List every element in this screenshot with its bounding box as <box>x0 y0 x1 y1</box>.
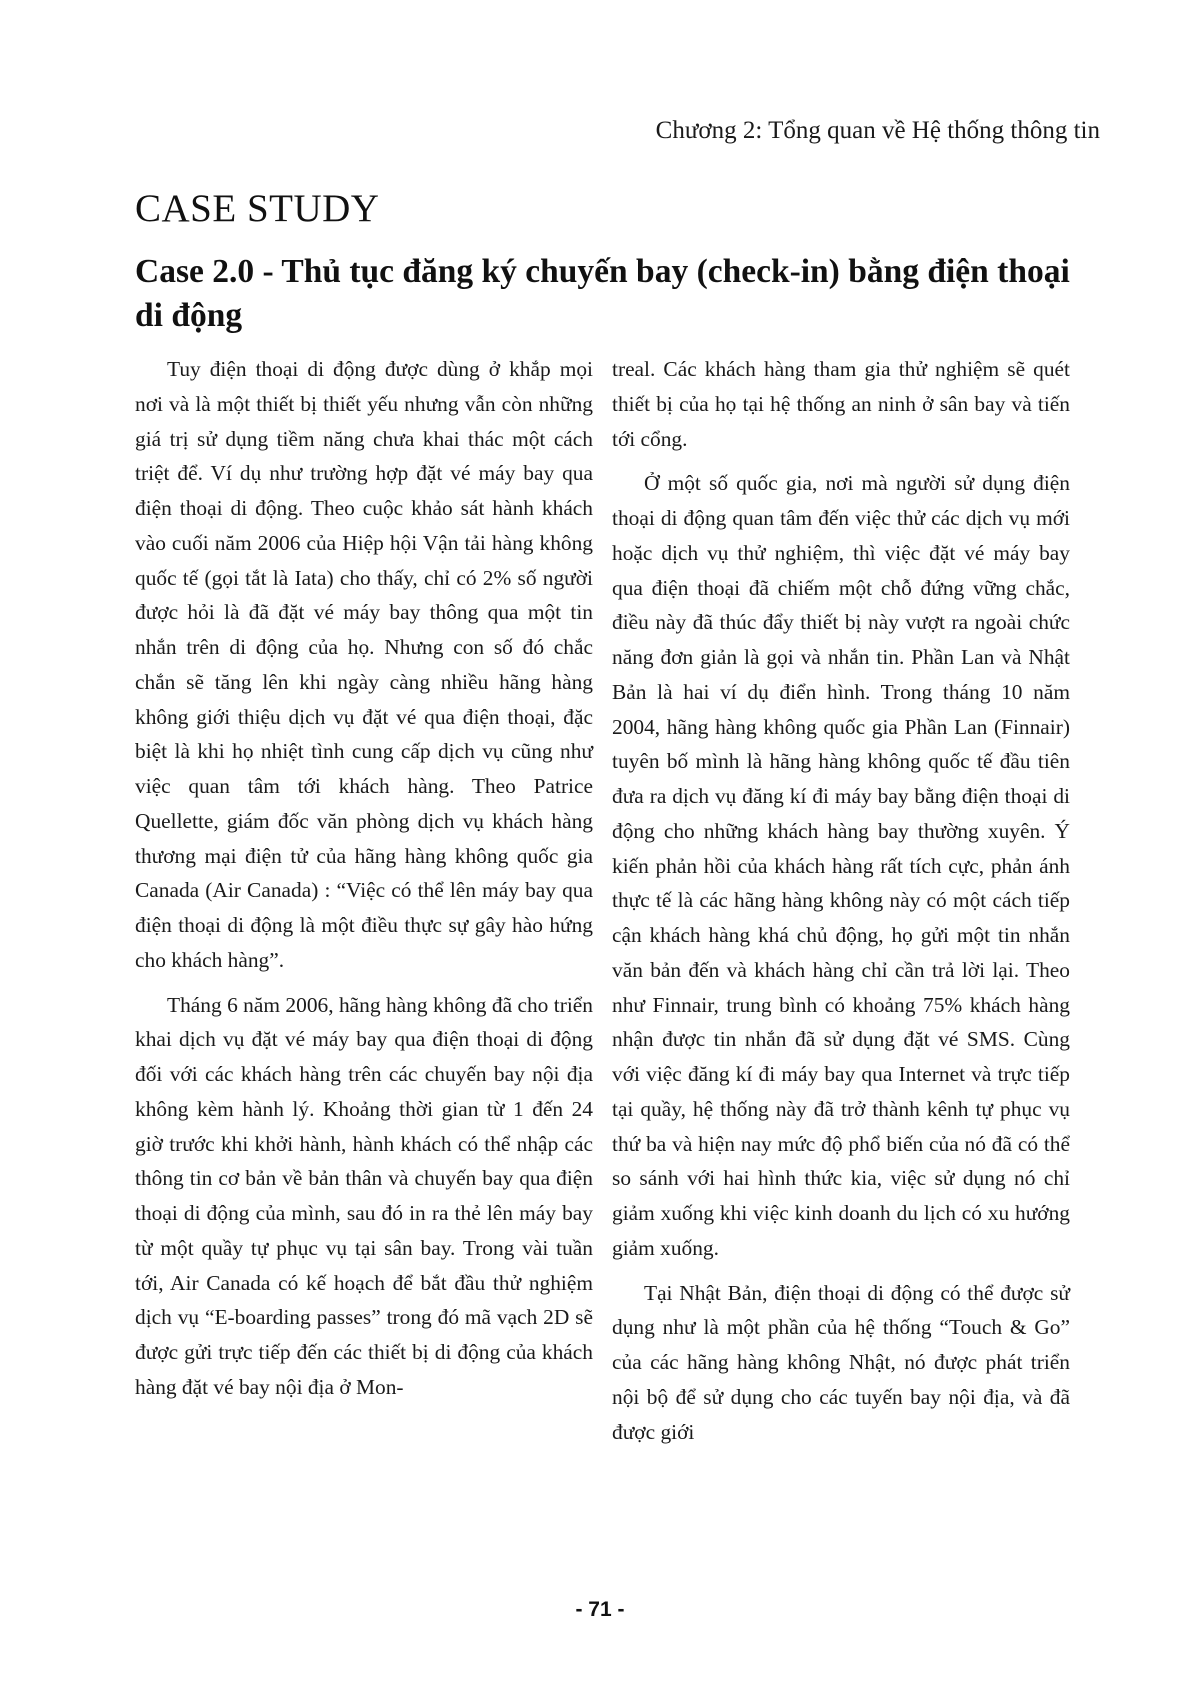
section-title: CASE STUDY <box>135 187 380 230</box>
right-column <box>612 352 1070 1459</box>
left-column <box>135 352 593 1415</box>
right-paragraph-3: Tại Nhật Bản, điện thoại di động có thể được sử dụng như là một phần của hệ thống “Touch & Go” của các hãng hàng không Nhật, nó được phát triển nội bộ để sử dụng cho các tuyến bay nội địa, và đã được giới <box>612 1280 1070 1444</box>
case-title: Case 2.0 - Thủ tục đăng ký chuyến bay (check-in) bằng điện thoại di động <box>135 253 1070 334</box>
running-header-chapter: Chương 2: Tổng quan về Hệ thống thông tin <box>655 117 1100 144</box>
left-paragraph-1: Tuy điện thoại di động được dùng ở khắp mọi nơi và là một thiết bị thiết yếu nhưng vẫn còn những giá trị sử dụng tiềm năng chưa khai thác một cách triệt để. Ví dụ như trường hợp đặt vé máy bay qua điện thoại di động. Theo cuộc khảo sát hành khách vào cuối năm 2006 của Hiệp hội Vận tải hàng không quốc tế (gọi tắt là Iata) cho thấy, chỉ có 2% số người được hỏi là đã đặt vé máy bay thông qua một tin nhắn trên di động của họ. Nhưng con số đó chắc chắn sẽ tăng lên khi ngày càng nhiều hãng hàng không giới thiệu dịch vụ đặt vé qua điện thoại, đặc biệt là khi họ nhiệt tình cung cấp dịch vụ cũng như việc quan tâm tới khách hàng. Theo Patrice Quellette, giám đốc văn phòng dịch vụ khách hàng thương mại điện tử của hãng hàng không quốc gia Canada (Air Canada) : “Việc có thể lên máy bay qua điện thoại di động là một điều thực sự gây hào hứng cho khách hàng”. <box>135 357 593 972</box>
right-paragraph-continued: treal. Các khách hàng tham gia thử nghiệm sẽ quét thiết bị của họ tại hệ thống an ninh ở sân bay và tiến tới cổng. <box>612 357 1070 451</box>
page-number: - 71 - <box>575 1598 625 1621</box>
right-paragraph-2: Ở một số quốc gia, nơi mà người sử dụng điện thoại di động quan tâm đến việc thử các dịch vụ mới hoặc dịch vụ thử nghiệm, thì việc đặt vé máy bay qua điện thoại đã chiếm một chỗ đứng vững chắc, điều này đã thúc đẩy thiết bị này vượt ra ngoài chức năng đơn giản là gọi và nhắn tin. Phần Lan và Nhật Bản là hai ví dụ điển hình. Trong tháng 10 năm 2004, hãng hàng không quốc gia Phần Lan (Finnair) tuyên bố mình là hãng hàng không quốc tế đầu tiên đưa ra dịch vụ đăng kí đi máy bay bằng điện thoại di động cho những khách hàng bay thường xuyên. Ý kiến phản hồi của khách hàng rất tích cực, phản ánh thực tế là các hãng hàng không này có một cách tiếp cận khách hàng khá chủ động, họ gửi một tin nhắn văn bản đến và khách hàng chỉ cần trả lời lại. Theo như Finnair, trung bình có khoảng 75% khách hàng nhận được tin nhắn đã sử dụng đặt vé SMS. Cùng với việc đăng kí đi máy bay qua Internet và trực tiếp tại quầy, hệ thống này đã trở thành kênh tự phục vụ thứ ba và hiện nay mức độ phổ biến của nó đã có thể so sánh với hai hình thức kia, việc sử dụng nó chỉ giảm xuống khi việc kinh doanh du lịch có xu hướng giảm xuống. <box>612 471 1070 1260</box>
left-paragraph-2: Tháng 6 năm 2006, hãng hàng không đã cho triển khai dịch vụ đặt vé máy bay qua điện thoại di động đối với các khách hàng trên các chuyến bay nội địa không kèm hành lý. Khoảng thời gian từ 1 đến 24 giờ trước khi khởi hành, hành khách có thể nhập các thông tin cơ bản về bản thân và chuyến bay qua điện thoại di động của mình, sau đó in ra thẻ lên máy bay từ một quầy tự phục vụ tại sân bay. Trong vài tuần tới, Air Canada có kế hoạch để bắt đầu thử nghiệm dịch vụ “E-boarding passes” trong đó mã vạch 2D sẽ được gửi trực tiếp đến các thiết bị di động của khách hàng đặt vé bay nội địa ở Mon- <box>135 992 593 1399</box>
